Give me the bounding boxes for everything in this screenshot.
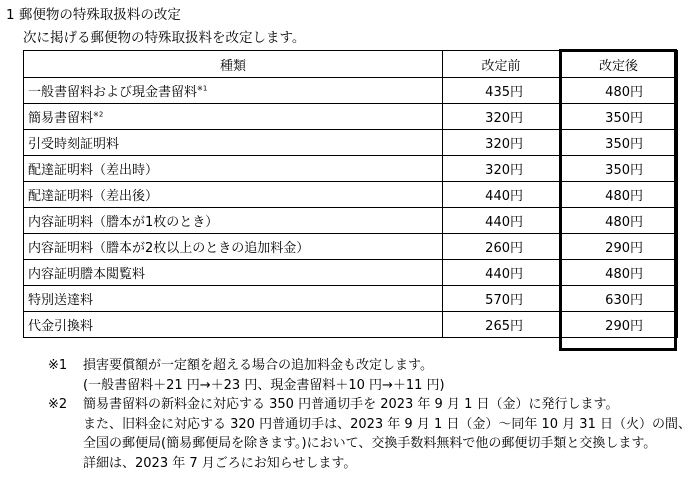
- fee-name: 代金引換料: [24, 312, 443, 338]
- footnote-2-line: [0, 434, 700, 454]
- table-row: [24, 78, 678, 104]
- table-row: [24, 286, 678, 312]
- before-price: 435円: [443, 78, 560, 104]
- footnote-1-line: [0, 356, 700, 376]
- after-price: 350円: [560, 130, 678, 156]
- before-price: 320円: [443, 156, 560, 182]
- table-header-row: [24, 51, 678, 78]
- intro-text: 次に掲げる郵便物の特殊取扱料を改定します。: [23, 30, 306, 46]
- fee-name: 配達証明料（差出時）: [24, 156, 443, 182]
- fee-name: 簡易書留料: [28, 111, 94, 126]
- before-price: 440円: [443, 260, 560, 286]
- footnote-1-mark: ※1: [48, 358, 68, 373]
- note-reference: ※1: [197, 84, 208, 93]
- section-heading: 1 郵便物の特殊取扱料の改定: [6, 7, 181, 23]
- footnote-2-line: [0, 454, 700, 474]
- before-price: 265円: [443, 312, 560, 338]
- footnote-2-text: 簡易書留料の新料金に対応する 350 円普通切手を 2023 年 9 月 1 日（金）に発行します。: [83, 397, 619, 413]
- footnote-2-mark: ※2: [48, 397, 68, 413]
- footnote-2-text: 全国の郵便局(簡易郵便局を除きます。)において、交換手数料無料で他の郵便切手類と交換します。: [83, 436, 657, 452]
- footnote-2-text: 詳細は、2023 年 7 月ごろにお知らせします。: [83, 455, 357, 471]
- fee-name: 内容証明料（謄本が1枚のとき）: [24, 208, 443, 234]
- table-row: [24, 104, 678, 130]
- fee-name: 内容証明謄本閲覧料: [24, 260, 443, 286]
- header-before: 改定前: [443, 51, 560, 78]
- after-price: 630円: [560, 286, 678, 312]
- before-price: 320円: [443, 104, 560, 130]
- table-row: [24, 312, 678, 338]
- table-row: [24, 130, 678, 156]
- table-row: [24, 234, 678, 260]
- table-row: [24, 182, 678, 208]
- table-row: [24, 156, 678, 182]
- after-price: 480円: [560, 260, 678, 286]
- before-price: 260円: [443, 234, 560, 260]
- fee-name: 配達証明料（差出後）: [24, 182, 443, 208]
- header-type: 種類: [24, 51, 443, 78]
- fee-name-cell: [24, 104, 443, 130]
- footnote-1-text: (一般書留料＋21 円→＋23 円、現金書留料＋10 円→＋11 円): [83, 377, 445, 393]
- fee-name: 一般書留料および現金書留料: [28, 85, 198, 100]
- after-price: 480円: [560, 78, 678, 104]
- footnote-1-line: [0, 376, 700, 396]
- footnote-2-line: [0, 395, 700, 415]
- after-price: 480円: [560, 208, 678, 234]
- table-row: [24, 260, 678, 286]
- fee-name: 特別送達料: [24, 286, 443, 312]
- before-price: 440円: [443, 182, 560, 208]
- before-price: 570円: [443, 286, 560, 312]
- footnotes: [0, 356, 700, 474]
- fee-name: 内容証明料（謄本が2枚以上のときの追加料金）: [24, 234, 443, 260]
- footnote-2-line: [0, 415, 700, 435]
- fee-name-cell: [24, 78, 443, 104]
- after-price: 480円: [560, 182, 678, 208]
- footnote-1-text: 損害要償額が一定額を超える場合の追加料金も改定します。: [83, 358, 433, 373]
- after-price: 350円: [560, 156, 678, 182]
- before-price: 440円: [443, 208, 560, 234]
- table-row: [24, 208, 678, 234]
- note-reference: ※2: [93, 110, 104, 119]
- footnote-2-text: また、旧料金に対応する 320 円普通切手は、2023 年 9 月 1 日（金）～同年 10 月 31 日（火）の間、: [83, 416, 691, 432]
- header-after: 改定後: [560, 51, 678, 78]
- after-price: 290円: [560, 312, 678, 338]
- fee-name: 引受時刻証明料: [24, 130, 443, 156]
- after-price: 350円: [560, 104, 678, 130]
- after-price: 290円: [560, 234, 678, 260]
- fee-table: [23, 50, 678, 338]
- before-price: 320円: [443, 130, 560, 156]
